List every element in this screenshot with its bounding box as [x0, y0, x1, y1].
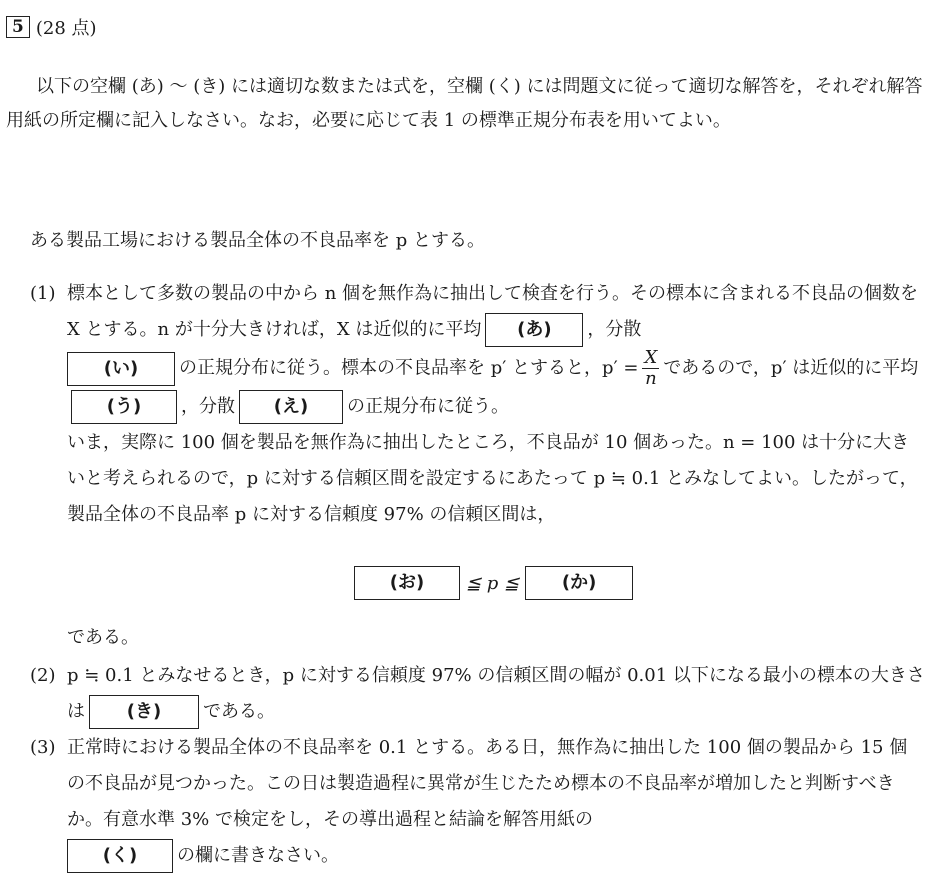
answer-box-e[interactable]: (え) — [239, 390, 343, 424]
q1-text-1: 標本として多数の製品の中から n 個を無作為に抽出して検査を行う。その標本に含まれる不良品の個数を X とする。n が十分大きければ，X は近似的に平均 — [67, 283, 919, 340]
q2-text-1: p ≒ 0.1 とみなせるとき，p に対する信頼度 97% の信頼区間の幅が 0.01 以下になる最小の標本の大きさは — [67, 665, 925, 722]
subquestion-3 — [30, 730, 925, 874]
q2-text-2: である。 — [203, 701, 275, 722]
answer-box-ki[interactable]: (き) — [89, 695, 199, 729]
q1-conclusion — [30, 620, 925, 656]
answer-box-u[interactable]: (う) — [71, 390, 177, 424]
problem-lead: ある製品工場における製品全体の不良品率を p とする。 — [30, 230, 485, 251]
answer-box-ku[interactable]: (く) — [67, 839, 173, 873]
q1-text-4: であるので，p′ は近似的に平均 — [663, 357, 919, 379]
q1-text-2: ，分散 — [587, 319, 642, 340]
answer-box-a[interactable]: (あ) — [485, 313, 583, 347]
answer-box-i[interactable]: (い) — [67, 352, 175, 386]
q1-text-8: である。 — [67, 627, 139, 648]
subquestion-2 — [30, 658, 925, 730]
fraction-denominator: n — [645, 368, 657, 389]
fraction-x-over-n — [642, 348, 659, 389]
q3-text-2: の欄に書きなさい。 — [177, 845, 339, 866]
fraction-numerator: X — [644, 347, 658, 368]
confidence-interval — [348, 566, 639, 600]
instructions-text: 以下の空欄 (あ) 〜 (き) には適切な数または式を，空欄 (く) には問題文に従って適切な解答を，それぞれ解答用紙の所定欄に記入しなさい。なお，必要に応じて表 1 の標準正規分布表を用いてよい。 — [6, 76, 923, 131]
instructions — [6, 70, 926, 138]
q1-text-7: いま，実際に 100 個を製品を無作為に抽出したところ，不良品が 10 個あった。n = 100 は十分に大きいと考えられるので，p に対する信頼区間を設定するにあたって p ≒ 0.1 とみなしてよい。したがって，製品全体の不良品率 p に対する信頼度 97% の信頼区間は， — [67, 432, 918, 525]
q1-text-6: の正規分布に従う。 — [347, 396, 509, 417]
q1-text-3: の正規分布に従う。標本の不良品率を p′ とすると，p′ = — [179, 357, 639, 379]
interval-inequality: ≦ p ≦ — [466, 572, 520, 594]
answer-box-ka[interactable]: (か) — [525, 566, 633, 600]
subquestion-3-number: (3) — [30, 737, 56, 758]
answer-box-o[interactable]: (お) — [354, 566, 460, 600]
q1-text-5: ，分散 — [181, 396, 235, 417]
subquestion-1-number: (1) — [30, 283, 56, 304]
subquestion-2-number: (2) — [30, 665, 56, 686]
question-points: (28 点) — [35, 18, 97, 39]
question-header — [6, 14, 97, 40]
subquestion-1 — [30, 276, 925, 533]
question-number: 5 — [6, 16, 30, 38]
q3-text-1: 正常時における製品全体の不良品率を 0.1 とする。ある日，無作為に抽出した 100 個の製品から 15 個の不良品が見つかった。この日は製造過程に異常が生じたため標本の不良品率が増加したと判断すべきか。有意水準 3% で検定をし，その導出過程と結論を解答用紙の — [67, 737, 908, 830]
